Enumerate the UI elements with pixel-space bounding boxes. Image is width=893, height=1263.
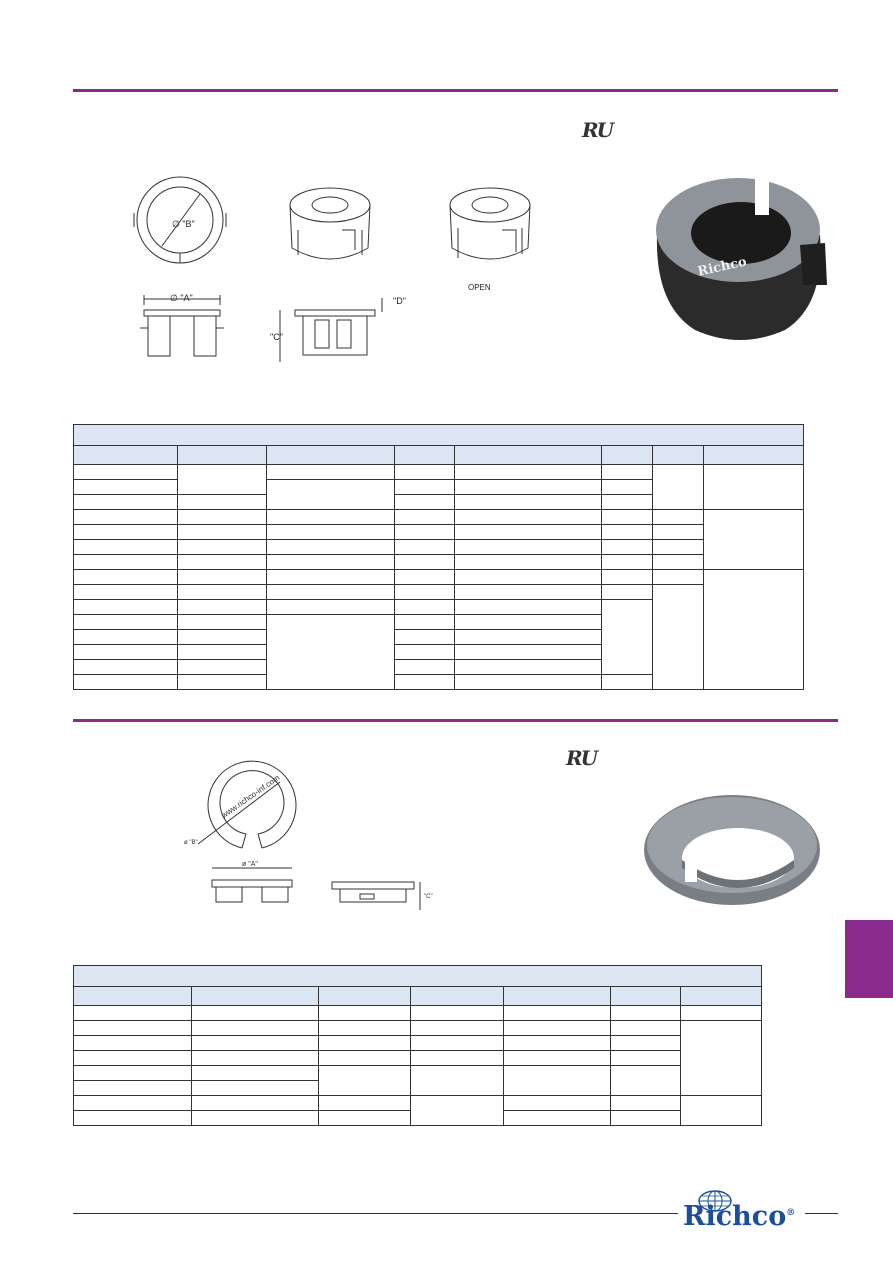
richco-logo: Richco®	[683, 1201, 796, 1232]
bushing-photo-black	[645, 155, 830, 355]
dia-b-label-2: ø "B"	[184, 840, 198, 846]
table-row	[74, 465, 804, 480]
table-row	[74, 1096, 762, 1111]
footer-rule-left	[73, 1213, 678, 1214]
dim-d-label: "D"	[393, 296, 406, 306]
table1-title-row	[74, 425, 804, 446]
open-label: OPEN	[468, 283, 491, 292]
spec-table-2	[73, 965, 762, 1126]
side-view-drawing	[140, 295, 224, 356]
dim-c-label-2: "C"	[424, 894, 433, 900]
ring-top-view	[198, 761, 296, 848]
table-row	[74, 555, 804, 570]
table-row	[74, 1021, 762, 1036]
section1-rule	[73, 89, 838, 92]
dia-a-label: ∅ "A"	[170, 293, 193, 303]
table-row	[74, 1051, 762, 1066]
table-row	[74, 1006, 762, 1021]
bushing-photo-grey	[640, 790, 825, 920]
table-row	[74, 525, 804, 540]
dia-a-label-2: ø "A"	[242, 861, 258, 868]
iso-open-drawing	[450, 188, 530, 259]
website-text: www.richco-inf.com	[219, 773, 282, 820]
table-row	[74, 510, 804, 525]
dia-b-label: ∅ "B"	[172, 219, 195, 229]
footer-rule-right	[805, 1213, 838, 1214]
table-row	[74, 585, 804, 600]
ring-front-view	[332, 882, 420, 910]
ring-side-view	[212, 868, 292, 902]
section1-drawings	[120, 170, 550, 380]
table-row	[74, 1036, 762, 1051]
table-row	[74, 570, 804, 585]
ul-recognized-icon: RU	[566, 746, 597, 770]
table1-header-row	[74, 446, 804, 465]
table2-header-row	[74, 987, 762, 1006]
table-row	[74, 1066, 762, 1081]
table-row	[74, 540, 804, 555]
table2-title-row	[74, 966, 762, 987]
ul-recognized-icon: RU	[582, 118, 613, 142]
spec-table-1	[73, 424, 804, 690]
section-tab	[845, 920, 893, 998]
front-view-drawing	[280, 298, 382, 362]
section2-rule	[73, 719, 838, 722]
iso-closed-drawing	[290, 188, 370, 259]
photo-brand-text: Richco	[696, 254, 749, 280]
dim-c-label: "C"	[270, 332, 283, 342]
section2-drawings	[180, 760, 450, 920]
